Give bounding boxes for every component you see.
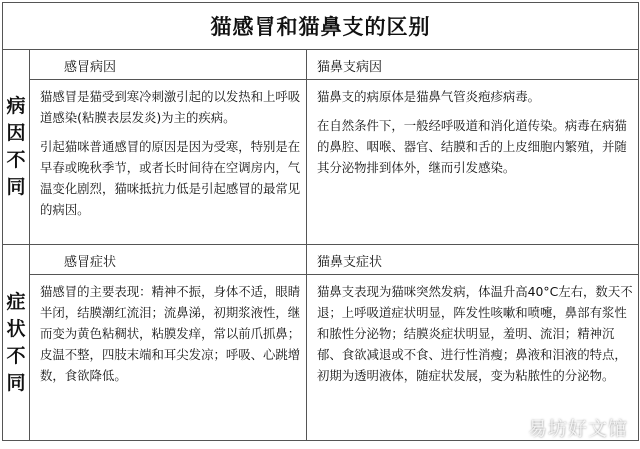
section-causes-header-row	[3, 50, 639, 80]
cold-cause-cell	[30, 80, 307, 245]
side-char: 同	[6, 371, 26, 394]
column-header-fhv-symptoms: 猫鼻支症状	[307, 245, 639, 275]
side-char: 同	[6, 176, 26, 198]
paragraph: 猫鼻支表现为猫咪突然发病，体温升高40°C左右，数天不退；上呼吸道症状明显，阵发性咳嗽和喷嚏，鼻部有浆性和脓性分泌物；结膜炎症状明显，羞明、流泪；精神沉郁、食欲减退或不食、进行性消瘦；鼻液和泪液的特点，初期为透明液体，随症状发展，变为粘脓性的分泌物。	[317, 284, 633, 383]
column-header-cold-symptoms: 感冒症状	[30, 245, 307, 275]
comparison-table	[2, 2, 639, 441]
side-char: 状	[6, 317, 26, 340]
column-header-cold-cause: 感冒病因	[30, 50, 307, 80]
side-char: 症	[6, 290, 26, 313]
paragraph: 在自然条件下，一般经呼吸道和消化道传染。病毒在病猫的鼻腔、咽喉、器官、结膜和舌的上皮细胞内繁殖，并随其分泌物排到体外，继而引发感染。	[317, 118, 627, 175]
paragraph: 引起猫咪普通感冒的原因是因为受寒，特别是在早春或晚秋季节，或者长时间待在空调房内，气温变化剧烈，猫咪抵抗力低是引起感冒的最常见的病因。	[40, 139, 301, 217]
side-char: 因	[6, 122, 26, 144]
title-row	[3, 3, 639, 50]
side-char: 病	[6, 95, 26, 117]
fhv-cause-cell	[307, 80, 639, 245]
comparison-document	[2, 2, 638, 447]
cold-symptoms-cell	[30, 275, 307, 441]
side-char: 不	[6, 149, 26, 171]
paragraph: 猫感冒的主要表现：精神不振，身体不适，眼睛半闭，结膜潮红流泪；流鼻涕，初期浆液性，继而变为黄色粘稠状，粘膜发痒，常以前爪抓鼻；皮温不整，四肢末端和耳尖发凉；呼吸、心跳增数，食欲降低。	[40, 284, 301, 383]
column-header-fhv-cause: 猫鼻支病因	[307, 50, 639, 80]
paragraph: 猫感冒是猫受到寒冷刺激引起的以发热和上呼吸道感染(粘膜表层发炎)为主的疾病。	[40, 89, 301, 125]
section-causes-body-row	[3, 80, 639, 245]
side-char: 不	[6, 344, 26, 367]
watermark: 易坊好文馆	[527, 418, 628, 440]
page-title: 猫感冒和猫鼻支的区别	[3, 3, 639, 50]
section-symptoms-header-row	[3, 245, 639, 275]
paragraph: 猫鼻支的病原体是猫鼻气管炎疱疹病毒。	[317, 89, 541, 104]
side-label-causes	[3, 50, 30, 245]
side-label-symptoms	[3, 245, 30, 441]
